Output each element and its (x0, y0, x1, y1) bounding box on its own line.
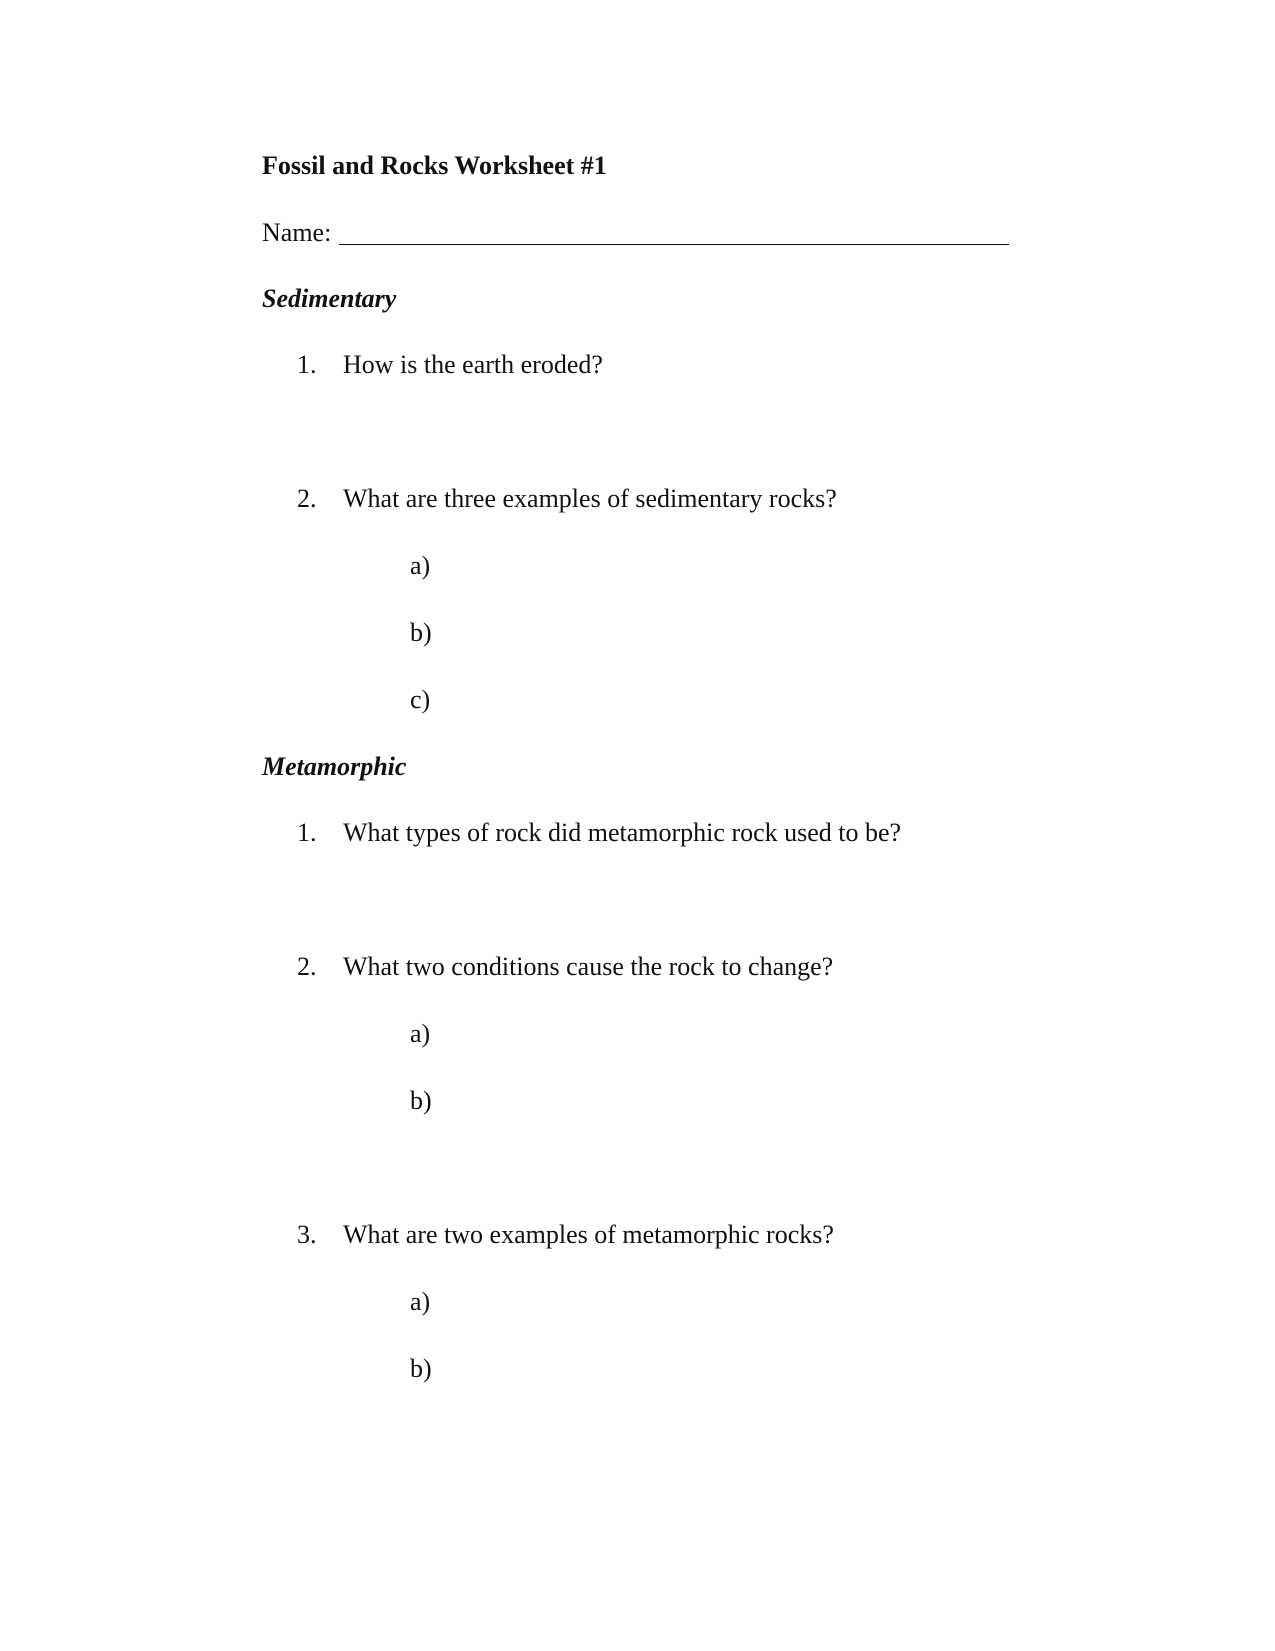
answer-label: a) (410, 1287, 431, 1316)
question-text: What are two examples of metamorphic rocks? (343, 1220, 834, 1249)
section-heading-sedimentary: Sedimentary (262, 284, 397, 313)
worksheet-title: Fossil and Rocks Worksheet #1 (262, 151, 607, 180)
question-text: What two conditions cause the rock to change? (343, 952, 834, 981)
answer-label: a) (410, 551, 431, 580)
question-text: What are three examples of sedimentary rocks? (343, 484, 837, 513)
answer-label: b) (410, 1354, 432, 1383)
answer-label: b) (410, 1086, 432, 1115)
question-number: 1. (297, 350, 317, 379)
question-text: What types of rock did metamorphic rock used to be? (343, 818, 902, 847)
question-number: 2. (297, 952, 317, 981)
question-number: 3. (297, 1220, 317, 1249)
answer-label: a) (410, 1019, 431, 1048)
question-number: 1. (297, 818, 317, 847)
section-heading-metamorphic: Metamorphic (262, 752, 407, 781)
name-blank-line[interactable] (339, 244, 1009, 245)
question-text: How is the earth eroded? (343, 350, 603, 379)
name-label: Name: (262, 218, 332, 247)
answer-label: c) (410, 685, 431, 714)
question-number: 2. (297, 484, 317, 513)
answer-label: b) (410, 618, 432, 647)
